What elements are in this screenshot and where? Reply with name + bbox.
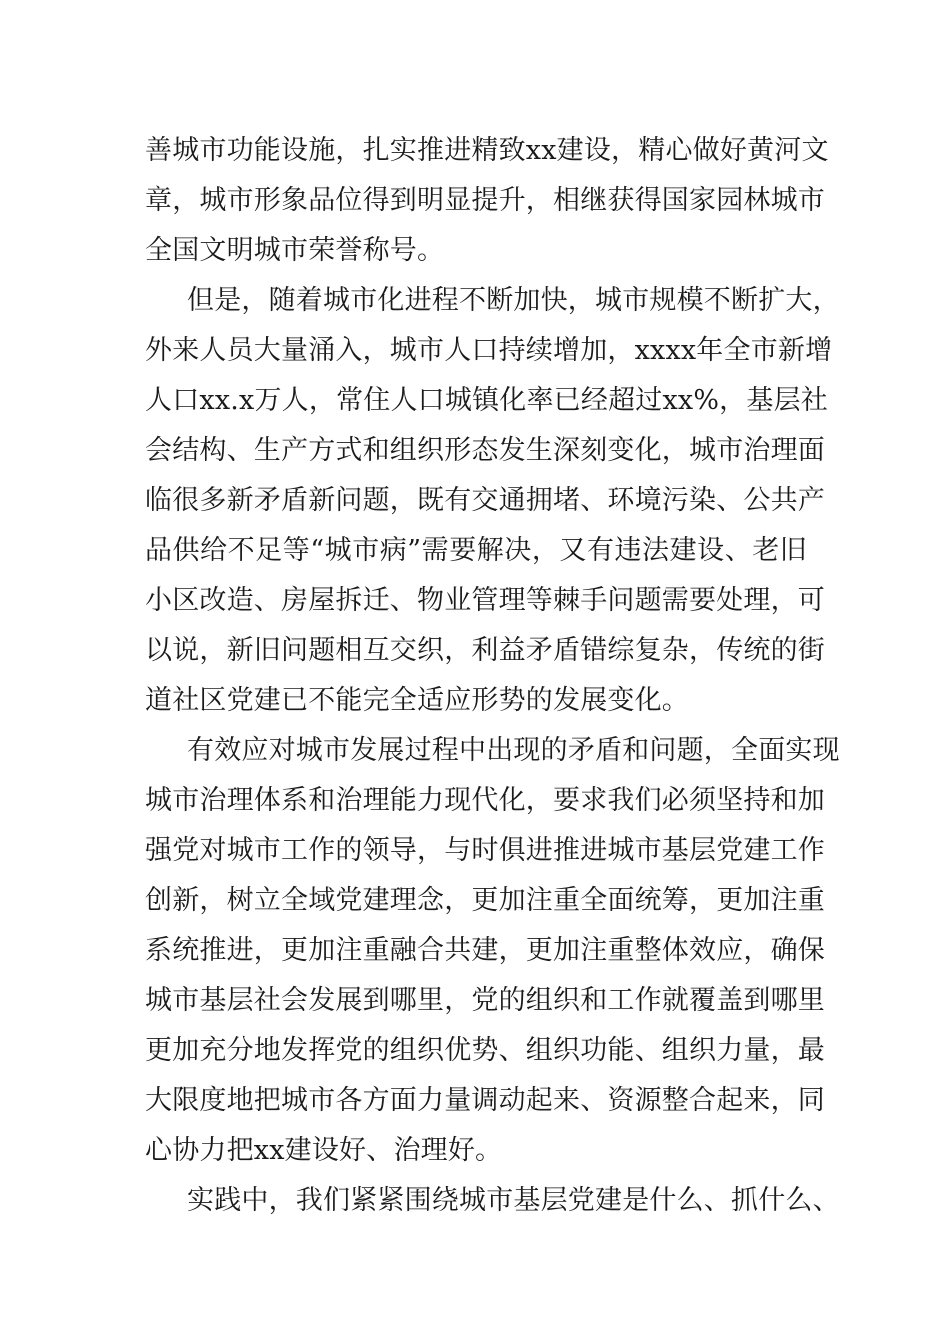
text-line: 强党对城市工作的领导，与时俱进推进城市基层党建工作 <box>145 835 825 866</box>
text-line: 大限度地把城市各方面力量调动起来、资源整合起来，同 <box>145 1085 825 1116</box>
text-line: 创新，树立全域党建理念，更加注重全面统筹，更加注重 <box>145 885 825 916</box>
text-line: 善城市功能设施，扎实推进精致xx建设，精心做好黄河文 <box>145 135 829 166</box>
text-line: 城市治理体系和治理能力现代化，要求我们必须坚持和加 <box>145 785 825 816</box>
text-line: 实践中，我们紧紧围绕城市基层党建是什么、抓什么、 <box>187 1185 840 1216</box>
text-line: 心协力把xx建设好、治理好。 <box>145 1135 503 1166</box>
text-line: 以说，新旧问题相互交织，利益矛盾错综复杂，传统的街 <box>145 635 825 666</box>
text-line: 但是，随着城市化进程不断加快，城市规模不断扩大， <box>187 285 840 316</box>
text-line: 全国文明城市荣誉称号。 <box>145 235 445 266</box>
text-line: 章，城市形象品位得到明显提升，相继获得国家园林城市 <box>145 185 825 216</box>
paragraph-2 <box>145 276 840 726</box>
text-line: 人口xx.x万人，常住人口城镇化率已经超过xx%，基层社 <box>145 385 828 416</box>
paragraph-3 <box>145 726 840 1176</box>
text-line: 品供给不足等“城市病”需要解决，又有违法建设、老旧 <box>145 535 807 566</box>
text-line: 小区改造、房屋拆迁、物业管理等棘手问题需要处理，可 <box>145 585 825 616</box>
paragraph-4 <box>145 1176 840 1226</box>
text-line: 外来人员大量涌入，城市人口持续增加，xxxx年全市新增 <box>145 335 833 366</box>
text-line: 有效应对城市发展过程中出现的矛盾和问题，全面实现 <box>187 735 840 766</box>
document-body <box>145 126 840 1226</box>
text-line: 道社区党建已不能完全适应形势的发展变化。 <box>145 685 689 716</box>
text-line: 系统推进，更加注重融合共建，更加注重整体效应，确保 <box>145 935 825 966</box>
text-line: 更加充分地发挥党的组织优势、组织功能、组织力量，最 <box>145 1035 825 1066</box>
text-line: 会结构、生产方式和组织形态发生深刻变化，城市治理面 <box>145 435 825 466</box>
paragraph-1 <box>145 126 829 276</box>
text-line: 城市基层社会发展到哪里，党的组织和工作就覆盖到哪里 <box>145 985 825 1016</box>
text-line: 临很多新矛盾新问题，既有交通拥堵、环境污染、公共产 <box>145 485 825 516</box>
